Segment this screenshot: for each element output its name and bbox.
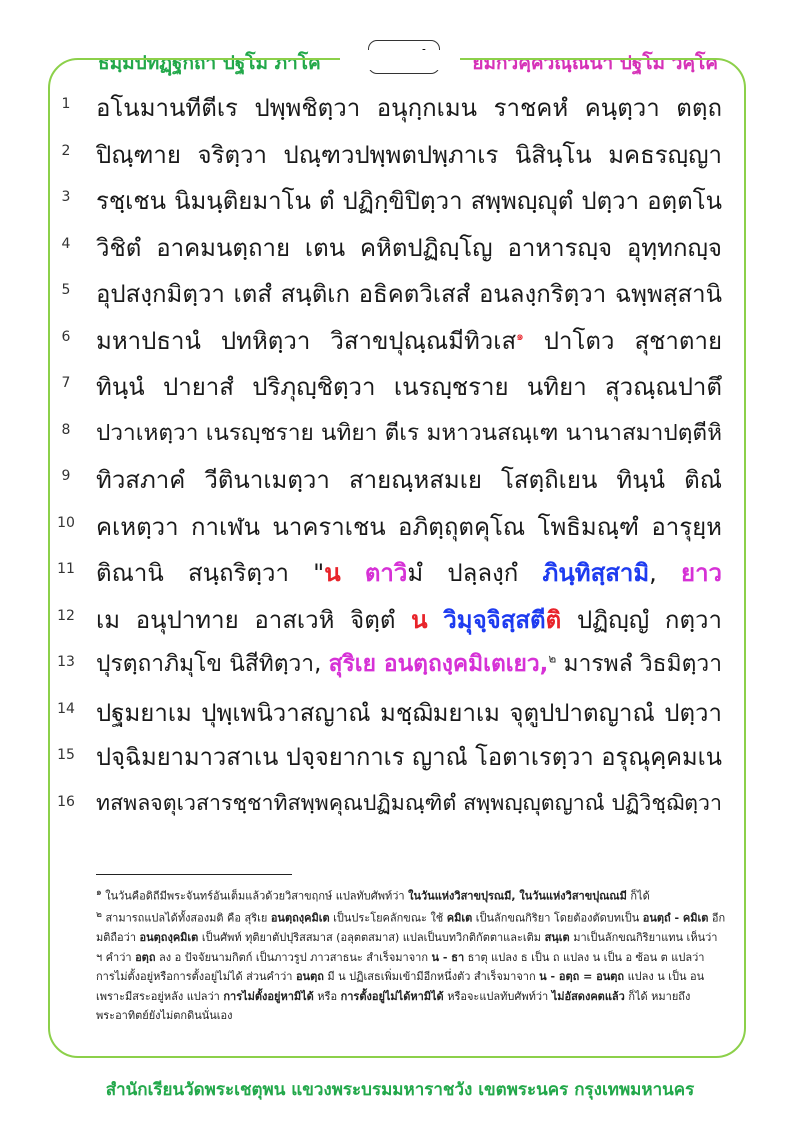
text-line bbox=[0, 640, 800, 687]
highlight-blue: วิมุจฺจิสฺสตี bbox=[443, 605, 546, 634]
line-text bbox=[96, 135, 722, 174]
footnote-term: อนตฺถงฺคมิเต bbox=[270, 911, 330, 925]
line-text bbox=[96, 414, 722, 450]
text-segment: ปาโตว สุชาตาย bbox=[523, 326, 722, 355]
line-number: 14 bbox=[57, 700, 75, 717]
footnote-term: อนตฺถงฺคมิเต bbox=[139, 931, 199, 945]
footnote-text: ก็ได้ bbox=[626, 889, 650, 903]
footnote bbox=[96, 884, 726, 906]
text-segment: ทสพลจตุเวสารชฺชาทิสพฺพคุณปฏิมณฺฑิตํ สพฺพญฺญุตญาณํ ปฏิวิชฺฌิตฺวา bbox=[96, 790, 722, 816]
line-number: 10 bbox=[57, 514, 75, 531]
text-segment: ปฏิญฺญํ กตฺวา bbox=[561, 605, 722, 634]
text-segment: ปุรตฺถาภิมุโข นิสีทิตฺวา, bbox=[96, 651, 329, 677]
frame-gap bbox=[340, 50, 460, 70]
text-line bbox=[0, 594, 800, 641]
footnote-term: การตั้งอยู่ไม่ได้หามิได้ bbox=[340, 989, 444, 1003]
highlight-sup-red: ๑ bbox=[516, 328, 524, 343]
line-text bbox=[96, 600, 722, 639]
footnote-text: สามารถแปลได้ทั้งสองมติ คือ สุริเย bbox=[105, 911, 271, 925]
text-segment: วิชิตํ อาคมนตฺถาย เตน คหิตปฏิญฺโญ อาหารญฺจ อุทฺทกญฺจ bbox=[96, 233, 722, 262]
text-segment: ทิวสภาคํ วีตินาเมตฺวา สายณฺหสมเย โสตฺถิเยน ทินฺนํ ติณํ bbox=[96, 466, 722, 494]
text-segment: รชฺเชน นิมนฺติยมาโน ตํ ปฏิกฺขิปิตฺวา สพฺพญฺญุตํ ปตฺวา อตฺตโน bbox=[96, 187, 722, 215]
footnote-term: อนตฺถํ - คมิเต bbox=[642, 911, 709, 925]
footnote-term: น - ธา bbox=[431, 950, 465, 964]
text-segment: อุปสงฺกมิตฺวา เตสํ สนฺติเก อธิคตวิเสสํ อนลงฺกริตฺวา ฉพฺพสฺสานิ bbox=[96, 280, 722, 308]
footnote-text: ก็ได้ หมายถึง พระอาทิตย์ยังไม่ตกดินนั่นเอง bbox=[96, 989, 691, 1023]
text-line bbox=[0, 361, 800, 408]
text-line bbox=[0, 268, 800, 315]
highlight-magenta: ยาว bbox=[681, 559, 722, 587]
footnotes bbox=[96, 884, 726, 1026]
footnote-term: สนฺเต bbox=[544, 931, 570, 945]
footnote-term: อตฺถ bbox=[135, 950, 156, 964]
text-line bbox=[0, 408, 800, 455]
line-text bbox=[96, 739, 722, 776]
line-number: 16 bbox=[57, 793, 75, 810]
line-text bbox=[96, 274, 722, 313]
footnote-term: คมิเต bbox=[446, 911, 473, 925]
line-text bbox=[96, 321, 722, 360]
text-segment bbox=[341, 559, 365, 587]
line-text bbox=[96, 507, 722, 546]
text-segment: มหาปธานํ ปทหิตฺวา วิสาขปุณฺณมีทิวเส bbox=[96, 326, 517, 355]
footnote-term: การไม่ตั้งอยู่หามิได้ bbox=[223, 989, 314, 1003]
line-text bbox=[96, 693, 722, 732]
page-footer: สำนักเรียนวัดพระเชตุพน แขวงพระบรมมหาราชวัง เขตพระนคร กรุงเทพมหานคร bbox=[105, 1080, 695, 1100]
text-line bbox=[0, 454, 800, 501]
line-text bbox=[96, 460, 722, 499]
text-line bbox=[0, 129, 800, 176]
line-text bbox=[96, 367, 722, 406]
text-segment: มารพลํ วิธมิตฺวา bbox=[556, 651, 722, 677]
highlight-sup-dark: ๒ bbox=[548, 651, 557, 666]
line-number: 13 bbox=[57, 654, 75, 670]
text-segment: เม อนุปาทาย อาสเวหิ จิตฺตํ bbox=[96, 605, 412, 634]
text-segment bbox=[428, 606, 444, 634]
book-title: ธมฺมปทฏฺฐกถา ปฐโม ภาโค bbox=[98, 52, 321, 74]
line-text bbox=[96, 228, 722, 267]
text-line bbox=[0, 687, 800, 734]
footnote-text: ในวันคือดิถีมีพระจันทร์อันเต็มแล้วด้วยวิสาขฤกษ์ แปลทับศัพท์ว่า bbox=[105, 889, 409, 903]
text-segment: อโนมานทีตีเร ปพฺพชิตฺวา อนุกฺกเมน ราชคหํ คนฺตฺวา ตตฺถ bbox=[96, 94, 722, 122]
line-number: 15 bbox=[57, 747, 75, 763]
text-line bbox=[0, 733, 800, 780]
line-number: 3 bbox=[61, 189, 71, 205]
text-line bbox=[0, 501, 800, 548]
text-segment: มํ ปลฺลงฺกํ bbox=[407, 559, 543, 587]
footnote-text: อีกมติถือว่า bbox=[96, 911, 726, 945]
text-segment: , bbox=[649, 559, 681, 587]
line-text bbox=[96, 786, 722, 820]
line-number: 9 bbox=[61, 468, 71, 484]
footnote-text: มี น ปฏิเสธเพิ่มเข้ามีอีกหนึ่งตัว สำเร็จมาจาก bbox=[323, 970, 540, 984]
chapter-title: ยมกวคฺควณฺณนา ปฐโม วคฺโค bbox=[472, 52, 718, 74]
footnote-term: น - อตฺถ = อนตฺถ bbox=[539, 970, 625, 984]
text-segment: ปิณฺฑาย จริตฺวา ปณฺฑวปพฺพตปพฺภาเร นิสินฺโน มคธรญฺญา bbox=[96, 140, 722, 169]
line-number: 6 bbox=[61, 328, 71, 345]
text-line bbox=[0, 780, 800, 827]
highlight-blue: ภินฺทิสฺสามิ bbox=[542, 559, 650, 587]
text-line bbox=[0, 82, 800, 129]
highlight-magenta: สุริเย อนตฺถงฺคมิเตเยว, bbox=[328, 651, 549, 677]
footnote-term: ไม่อัสดงคตแล้ว bbox=[551, 989, 625, 1003]
text-segment: คเหตฺวา กาเฬน นาคราเชน อภิตฺถุตคุโณ โพธิมณฺฑํ อารุยฺห bbox=[96, 512, 722, 541]
footnote-divider bbox=[96, 874, 292, 875]
line-number: 5 bbox=[61, 282, 71, 298]
line-number: 11 bbox=[57, 561, 75, 577]
text-segment: ปวาเหตฺวา เนรญฺชราย นทิยา ตีเร มหาวนสณฺเฑ นานาสมาปตฺตีหิ bbox=[96, 419, 722, 446]
text-line bbox=[0, 547, 800, 594]
line-number: 8 bbox=[61, 421, 71, 438]
highlight-magenta: ตาวิ bbox=[364, 559, 408, 587]
footnote-text: เป็นลักขณกิริยา โดยต้องตัดบทเป็น bbox=[472, 911, 643, 925]
line-number: 2 bbox=[61, 142, 71, 159]
line-text bbox=[96, 181, 722, 220]
footnote-mark: ๒ bbox=[96, 910, 102, 921]
text-line bbox=[0, 315, 800, 362]
footnote-text: ธาตุ แปลง ธ เป็น ถ แปลง น เป็น อ ซ้อน ต แปลว่า การไม่ตั้งอยู่หรือการตั้งอยู่ไม่ได้ ส่วนคำว่า bbox=[96, 950, 705, 984]
footnote-text: หรือจะแปลทับศัพท์ว่า bbox=[443, 989, 552, 1003]
text-line bbox=[0, 175, 800, 222]
highlight-red: น bbox=[324, 559, 341, 587]
line-number: 1 bbox=[61, 96, 71, 112]
line-number: 4 bbox=[61, 235, 71, 252]
highlight-red: ติ bbox=[545, 605, 562, 634]
footnote-term: ในวันแห่งวิสาขปุรณมี, ในวันแห่งวิสาขปุณณมี bbox=[408, 889, 627, 903]
line-text bbox=[96, 646, 722, 682]
footnote-mark: ๑ bbox=[96, 888, 102, 898]
text-segment: ทินฺนํ ปายาสํ ปริภุญฺชิตฺวา เนรญฺชราย นทิยา สุวณฺณปาตึ bbox=[96, 373, 722, 401]
line-number: 7 bbox=[61, 375, 71, 391]
footnote-term: อนตฺถ bbox=[295, 970, 324, 984]
footnote-text: เป็นศัพท์ ทุติยาตัปปุริสสมาส (อลุตตสมาส) แปลเป็นบทวิกติกัตตาและเติม bbox=[198, 931, 545, 945]
footnote-text: แปลง น เป็น อน เพราะมีสระอยู่หลัง แปลว่า bbox=[96, 970, 705, 1003]
main-text bbox=[0, 82, 800, 826]
footnote-text: ลง อ ปัจจัยนามกิตก์ เป็นภาวรูป ภาวสาธนะ สำเร็จมาจาก bbox=[155, 950, 432, 964]
line-text bbox=[96, 88, 722, 127]
footnote-text: หรือ bbox=[313, 989, 341, 1003]
text-segment: ปจฺฉิมยามาวสาเน ปจฺจยากาเร ญาณํ โอตาเรตฺวา อรุณุคฺคมเน bbox=[96, 743, 722, 771]
text-segment: ปฐมยาเม ปุพฺเพนิวาสญาณํ มชฺฌิมยาเม จุตูปปาตญาณํ ปตฺวา bbox=[96, 698, 722, 727]
text-line bbox=[0, 222, 800, 269]
text-segment: ติณานิ สนฺถริตฺวา " bbox=[96, 559, 325, 587]
line-number: 12 bbox=[57, 607, 75, 624]
line-text bbox=[96, 553, 722, 592]
footnote-text: เป็นประโยคลักขณะ ใช้ bbox=[329, 911, 447, 925]
footnote bbox=[96, 906, 726, 1026]
highlight-red: น bbox=[411, 605, 428, 634]
footnote-text: มาเป็นลักขณกิริยาแทน เห็นว่า ฯ คำว่า bbox=[96, 931, 718, 964]
